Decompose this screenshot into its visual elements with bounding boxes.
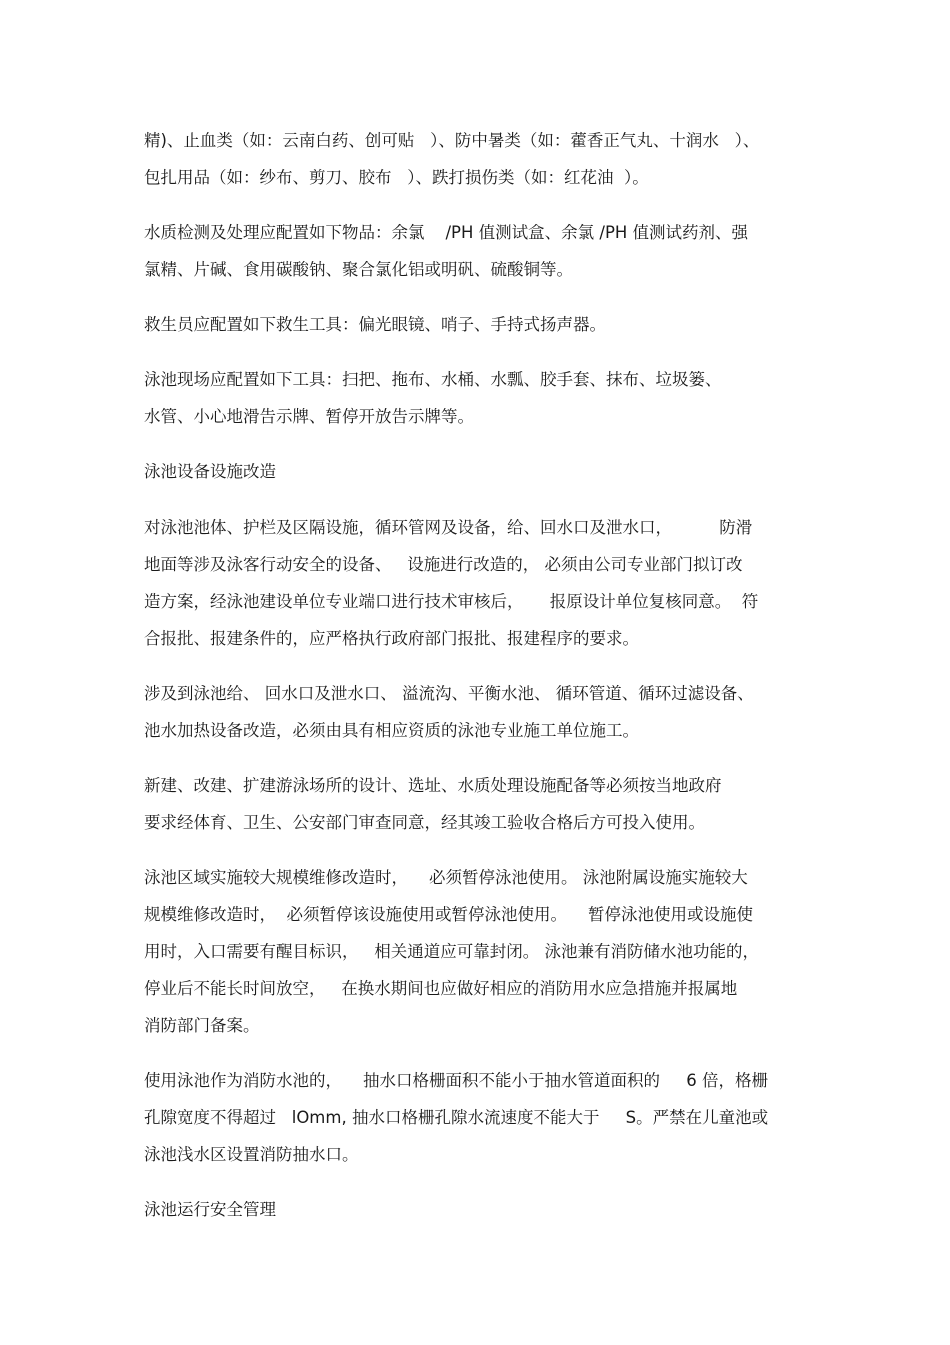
section-heading: 泳池运行安全管理 [144, 1200, 276, 1219]
text-line: 精)、止血类（如：云南白药、创可贴 ）、防中暑类（如：藿香正气丸、十润水 ）、 [144, 131, 760, 150]
text-line: 对泳池池体、护栏及区隔设施，循环管网及设备，给、回水口及泄水口， 防滑 [144, 518, 753, 537]
text-line: 泳池现场应配置如下工具：扫把、拖布、水桶、水瓢、胶手套、抹布、垃圾篓、 [144, 370, 722, 389]
section-heading: 泳池设备设施改造 [144, 462, 276, 481]
text-line: 涉及到泳池给、 回水口及泄水口、 溢流沟、平衡水池、 循环管道、循环过滤设备、 [144, 684, 754, 703]
text-line: 孔隙宽度不得超过 lOmm, 抽水口格栅孔隙水流速度不能大于 S。严禁在儿童池或 [144, 1108, 769, 1127]
paragraph-new-construction [144, 767, 814, 841]
text-line: 新建、改建、扩建游泳场所的设计、选址、水质处理设施配备等必须按当地政府 [144, 776, 722, 795]
text-line: 泳池浅水区设置消防抽水口。 [144, 1145, 359, 1164]
section-heading-operation-safety [144, 1191, 814, 1229]
paragraph-fire-water-intake [144, 1062, 814, 1173]
text-line: 氯精、片碱、食用碳酸钠、聚合氯化铝或明矾、硫酸铜等。 [144, 260, 573, 279]
paragraph-renovation-approval [144, 509, 814, 657]
paragraph-site-tools [144, 361, 814, 435]
text-line: 造方案，经泳池建设单位专业端口进行技术审核后， 报原设计单位复核同意。 符 [144, 592, 759, 611]
text-line: 池水加热设备改造，必须由具有相应资质的泳池专业施工单位施工。 [144, 721, 639, 740]
paragraph-water-testing [144, 214, 814, 288]
paragraph-first-aid-supplies [144, 122, 814, 196]
text-line: 停业后不能长时间放空， 在换水期间也应做好相应的消防用水应急措施并报属地 [144, 979, 738, 998]
text-line: 救生员应配置如下救生工具：偏光眼镜、哨子、手持式扬声器。 [144, 315, 606, 334]
section-heading-facility-renovation [144, 453, 814, 491]
document-page [144, 122, 814, 1247]
paragraph-qualified-contractor [144, 675, 814, 749]
text-line: 泳池区域实施较大规模维修改造时， 必须暂停泳池使用。 泳池附属设施实施较大 [144, 868, 748, 887]
paragraph-suspension-during-repair [144, 859, 814, 1044]
text-line: 水管、小心地滑告示牌、暂停开放告示牌等。 [144, 407, 474, 426]
text-line: 规模维修改造时， 必须暂停该设施使用或暂停泳池使用。 暂停泳池使用或设施使 [144, 905, 753, 924]
text-line: 地面等涉及泳客行动安全的设备、 设施进行改造的， 必须由公司专业部门拟订改 [144, 555, 743, 574]
text-line: 使用泳池作为消防水池的， 抽水口格栅面积不能小于抽水管道面积的 6 倍，格栅 [144, 1071, 768, 1090]
text-line: 消防部门备案。 [144, 1016, 260, 1035]
paragraph-lifeguard-tools [144, 306, 814, 343]
text-line: 要求经体育、卫生、公安部门审查同意，经其竣工验收合格后方可投入使用。 [144, 813, 705, 832]
text-line: 包扎用品（如：纱布、剪刀、胶布 ）、跌打损伤类（如：红花油 ）。 [144, 168, 649, 187]
text-line: 水质检测及处理应配置如下物品：余氯 /PH 值测试盒、余氯 /PH 值测试药剂、强 [144, 223, 749, 242]
text-line: 合报批、报建条件的，应严格执行政府部门报批、报建程序的要求。 [144, 629, 639, 648]
text-line: 用时，入口需要有醒目标识， 相关通道应可靠封闭。 泳池兼有消防储水池功能的， [144, 942, 759, 961]
